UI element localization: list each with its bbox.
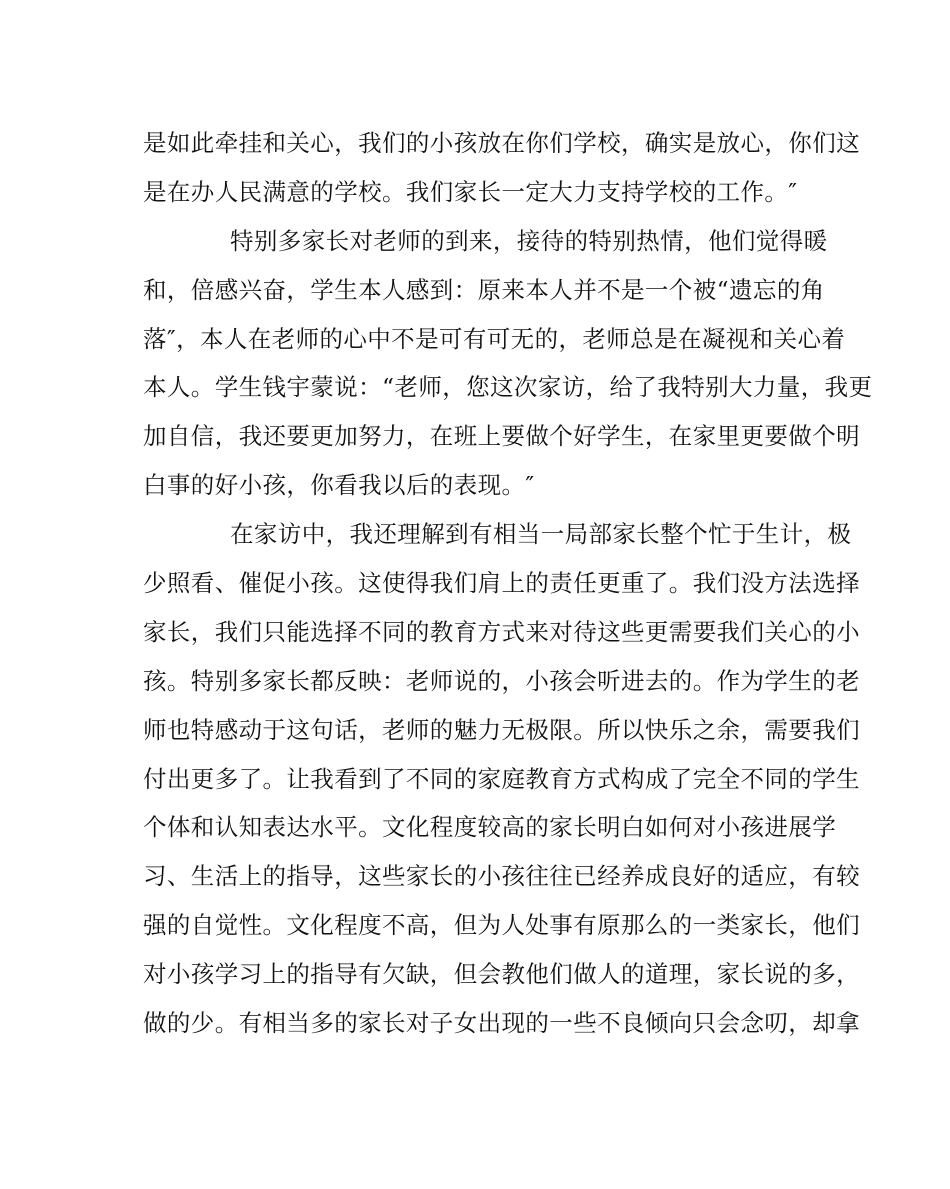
text-line: 个体和认知表达水平。文化程度较高的家长明白如何对小孩进展学 <box>143 813 837 842</box>
text-line: 是如此牵挂和关心，我们的小孩放在你们学校，确实是放心，你们这 <box>143 129 860 157</box>
text-line: 孩。特别多家长都反映：老师说的，小孩会听进去的。作为学生的老 <box>143 666 860 695</box>
text-line: 白事的好小孩，你看我以后的表现。″ <box>143 471 535 500</box>
text-line: 付出更多了。让我看到了不同的家庭教育方式构成了完全不同的学生 <box>143 764 860 793</box>
text-line: 强的自觉性。文化程度不高，但为人处事有原那么的一类家长，他们 <box>143 911 860 940</box>
text-line: 师也特感动于这句话，老师的魅力无极限。所以快乐之余，需要我们 <box>143 715 860 744</box>
text-line: 对小孩学习上的指导有欠缺，但会教他们做人的道理，家长说的多， <box>143 960 860 989</box>
text-line: 少照看、催促小孩。这使得我们肩上的责任更重了。我们没方法选择 <box>143 569 860 598</box>
body-text <box>143 119 873 1048</box>
text-line: 习、生活上的指导，这些家长的小孩往往已经养成良好的适应，有较 <box>143 862 860 891</box>
text-line: 是在办人民满意的学校。我们家长一定大力支持学校的工作。″ <box>143 177 798 206</box>
text-line: 和，倍感兴奋，学生本人感到：原来本人并不是一个被“遗忘的角 <box>143 275 825 304</box>
text-line: 加自信，我还要更加努力，在班上要做个好学生，在家里更要做个明 <box>143 422 860 451</box>
text-line: 落″，本人在老师的心中不是可有可无的，老师总是在凝视和关心着 <box>143 324 846 353</box>
paragraph-start-line: 特别多家长对老师的到来，接待的特别热情，他们觉得暖 <box>230 226 828 255</box>
text-line: 本人。学生钱宇蒙说：“老师，您这次家访，给了我特别大力量，我更 <box>143 373 873 402</box>
text-line: 做的少。有相当多的家长对子女出现的一些不良倾向只会念叨，却拿 <box>143 1009 860 1038</box>
paragraph-start-line: 在家访中，我还理解到有相当一局部家长整个忙于生计，极 <box>230 520 852 549</box>
text-line: 家长，我们只能选择不同的教育方式来对待这些更需要我们关心的小 <box>143 617 860 646</box>
